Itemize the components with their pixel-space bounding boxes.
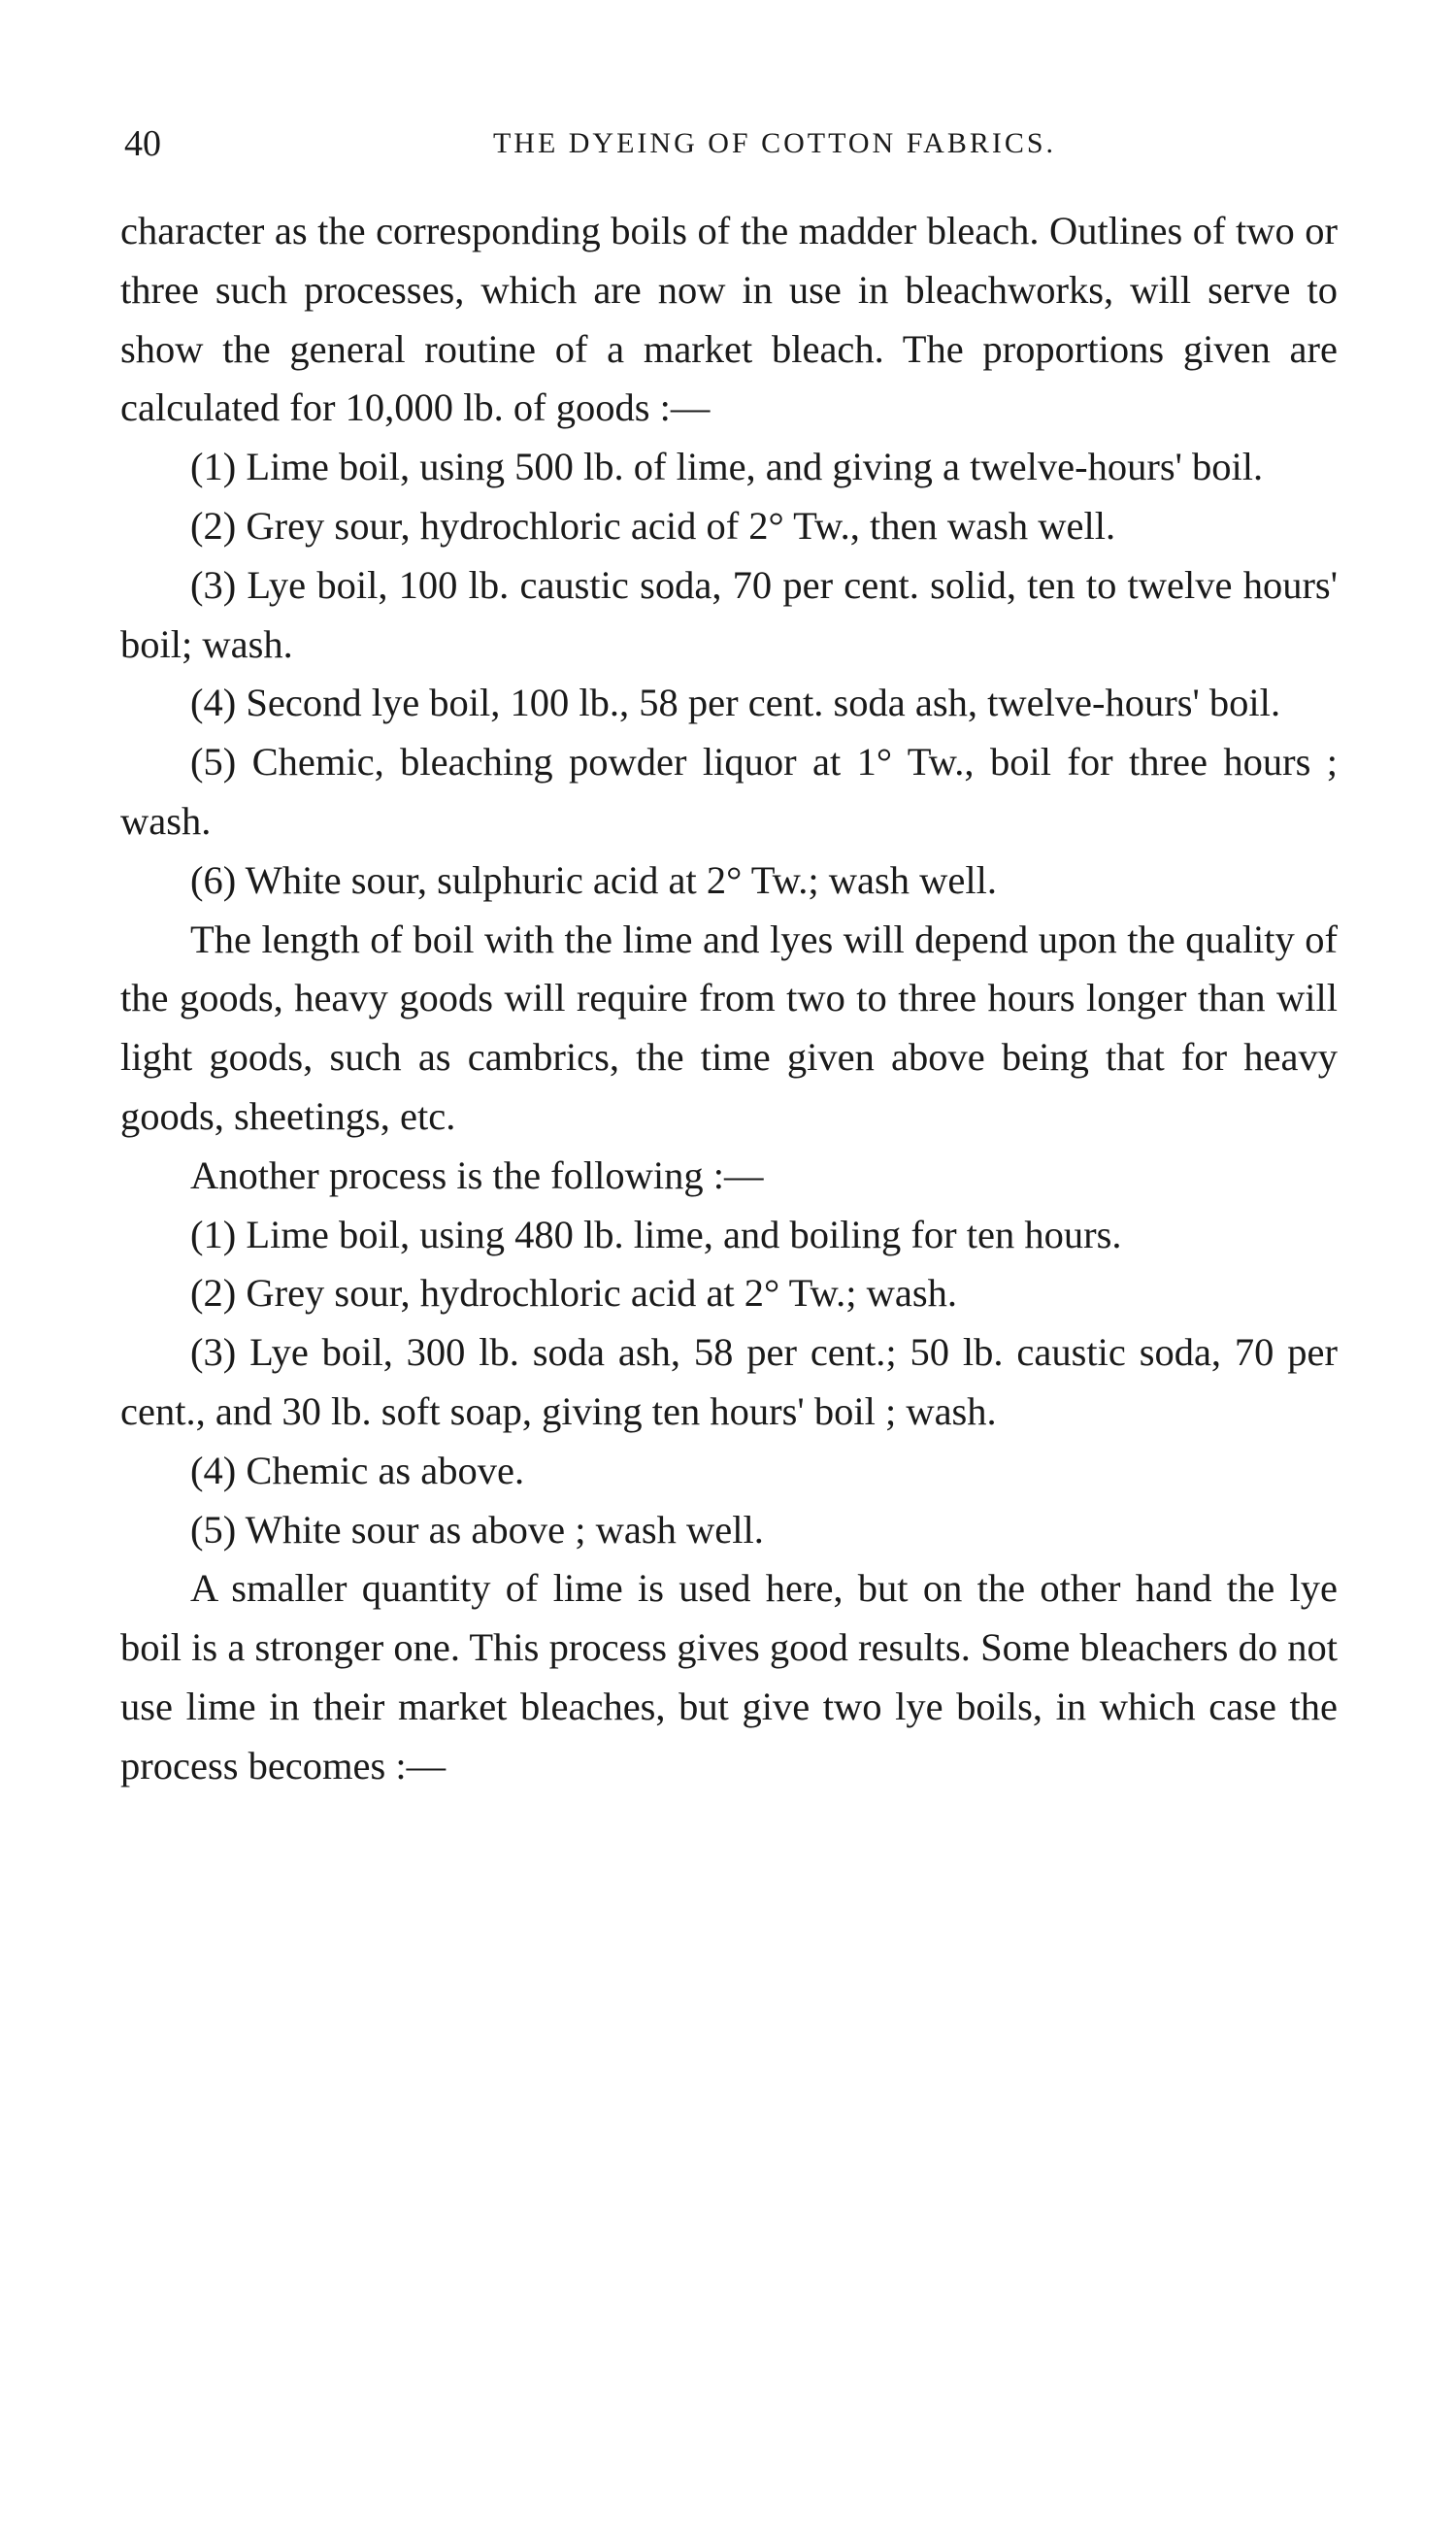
- process1-step-5: (5) Chemic, bleaching powder liquor at 1° Tw., boil for three hours ; wash.: [120, 740, 1338, 843]
- intro-paragraph: character as the corresponding boils of the madder bleach. Outlines of two or three such processes, which are now in use in bleachworks, will serve to show the general routine of a market bleach. The proportions given are calculated for 10,000 lb. of goods :—: [120, 209, 1338, 430]
- process1-step-4: (4) Second lye boil, 100 lb., 58 per cent. soda ash, twelve-hours' boil.: [190, 681, 1281, 725]
- process2-step-5: (5) White sour as above ; wash well.: [190, 1507, 764, 1552]
- boil-length-paragraph: The length of boil with the lime and lyes will depend upon the quality of the goods, heavy goods will require from two to three hours longer than will light goods, such as cambrics, the time given above being that for heavy goods, sheetings, etc.: [120, 917, 1338, 1138]
- page-header: [124, 115, 1338, 173]
- process2-step-3: (3) Lye boil, 300 lb. soda ash, 58 per cent.; 50 lb. caustic soda, 70 per cent., and 30 lb. soft soap, giving ten hours' boil ; wash.: [120, 1330, 1338, 1433]
- process2-step-4: (4) Chemic as above.: [190, 1448, 525, 1492]
- process2-step-1: (1) Lime boil, using 480 lb. lime, and boiling for ten hours.: [190, 1212, 1122, 1256]
- smaller-quantity-paragraph: A smaller quantity of lime is used here, but on the other hand the lye boil is a stronger one. This process gives good results. Some bleachers do not use lime in their market bleaches, but give two lye boils, in which case the process becomes :—: [120, 1566, 1338, 1787]
- process1-step-6: (6) White sour, sulphuric acid at 2° Tw.; wash well.: [190, 857, 997, 902]
- page-number: 40: [124, 123, 161, 164]
- process1-step-2: (2) Grey sour, hydrochloric acid of 2° Tw., then wash well.: [190, 503, 1116, 548]
- process1-step-3: (3) Lye boil, 100 lb. caustic soda, 70 per cent. solid, ten to twelve hours' boil; wash.: [120, 562, 1338, 666]
- process2-step-2: (2) Grey sour, hydrochloric acid at 2° Tw.; wash.: [190, 1271, 958, 1316]
- another-process-paragraph: Another process is the following :—: [190, 1152, 764, 1197]
- process1-step-1: (1) Lime boil, using 500 lb. of lime, and giving a twelve-hours' boil.: [190, 445, 1264, 489]
- body-text: [120, 202, 1338, 1796]
- running-head: THE DYEING OF COTTON FABRICS.: [492, 127, 1057, 159]
